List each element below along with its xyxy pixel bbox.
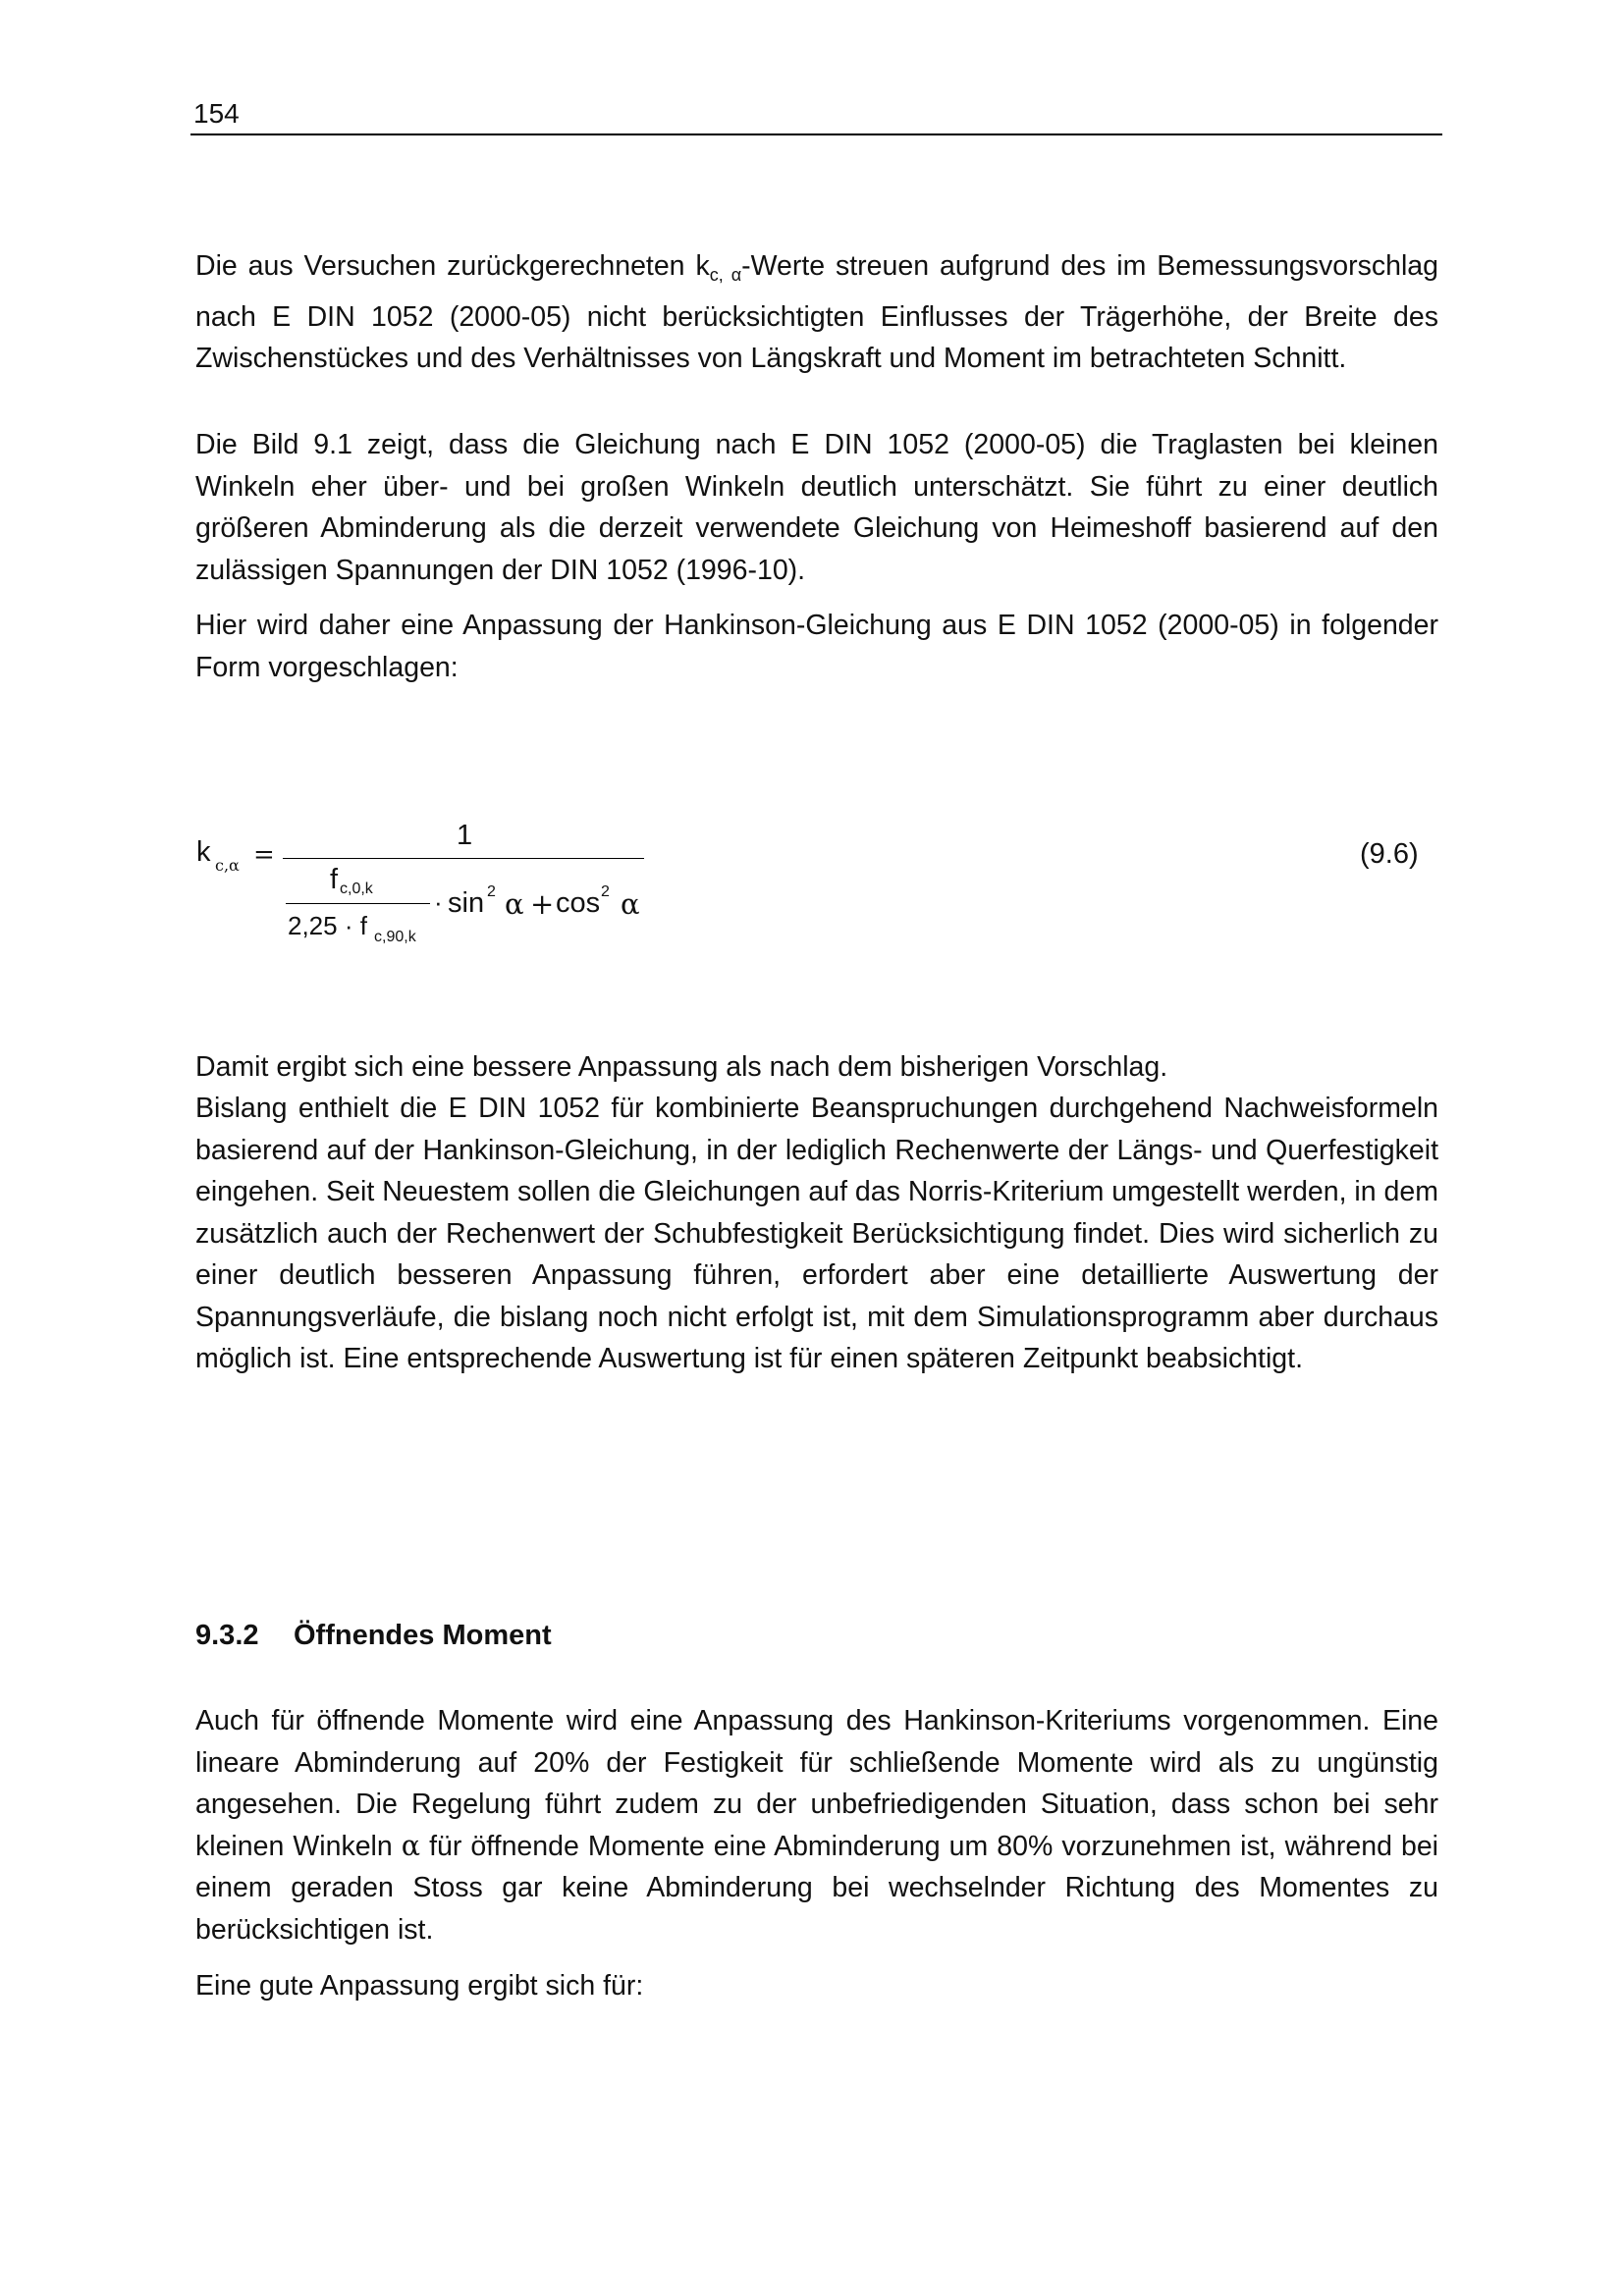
main-fraction-bar <box>283 858 644 859</box>
equation-number: (9.6) <box>1360 838 1419 870</box>
paragraph-6 <box>195 1700 1438 1950</box>
equation-9-6 <box>196 815 1443 962</box>
paragraph-5: Bislang enthielt die E DIN 1052 für kombinierte Beanspruchungen durchgehend Nachweisformeln basierend auf der Hankinson-Gleichung, in der lediglich Rechenwerte der Längs- und Querfestigkeit eingehen. Seit Neuestem sollen die Gleichungen auf das Norris-Kriterium umgestellt werden, in dem zusätzlich auch der Rechenwert der Schubfestigkeit Berücksichtigung findet. Dies wird sicherlich zu einer deutlich besseren Anpassung führen, erfordert aber eine detaillierte Auswertung der Spannungsverläufe, die bislang noch nicht erfolgt ist, mit dem Simulationsprogramm aber durchaus möglich ist. Eine entsprechende Auswertung ist für einen späteren Zeitpunkt beabsichtigt. <box>195 1093 1438 1374</box>
p1-text-a: Die aus Versuchen zurückgerechneten k <box>195 250 710 282</box>
sin-exponent: 2 <box>487 883 496 900</box>
inner-numerator-f: f <box>330 864 339 895</box>
k-c-alpha-subscript <box>710 265 741 285</box>
section-heading <box>195 1620 552 1652</box>
section-title: Öffnendes Moment <box>294 1620 552 1651</box>
section-number: 9.3.2 <box>195 1620 259 1651</box>
lhs-subscript: c,α <box>215 856 240 875</box>
numerator-one: 1 <box>457 820 473 851</box>
inner-fraction-bar <box>286 903 430 904</box>
plus-sign: + <box>530 887 555 921</box>
p6-text-a: Auch für öffnende Momente wird eine Anpassung des Hankinson-Kriteriums vorgenommen. Eine lineare Abminderung auf 20% der Festigkeit für schließende Momente wird als zu ungünstig angesehen. Die Regelung führt zudem zu der unbefriedigenden Situation, dass schon bei sehr kleinen Winkeln <box>195 1705 1438 1862</box>
header-rule <box>190 133 1442 135</box>
lhs-k: k <box>196 836 211 868</box>
multiplication-dot: · <box>434 887 443 917</box>
p6-alpha: α <box>401 1829 421 1862</box>
inner-denominator-subscript: c,90,k <box>374 929 416 945</box>
paragraph-2: Die Bild 9.1 zeigt, dass die Gleichung nach E DIN 1052 (2000-05) die Traglasten bei kleinen Winkeln eher über- und bei großen Winkeln deutlich unterschätzt. Sie führt zu einer deutlich größeren Abminderung als die derzeit verwendete Gleichung von Heimeshoff basierend auf den zulässigen Spannungen der DIN 1052 (1996-10). <box>195 429 1438 586</box>
equals-sign: = <box>253 840 275 870</box>
p6-text-b: für öffnende Momente eine Abminderung um 80% vorzunehmen ist, während bei einem geraden Stoss gar keine Abminderung bei wechselnder Richtung des Momentes zu berücksichtigen ist. <box>195 1830 1438 1946</box>
alpha-2: α <box>621 887 640 921</box>
cos-exponent: 2 <box>601 883 610 900</box>
cos-function: cos <box>556 887 601 919</box>
alpha-1: α <box>505 887 524 921</box>
p1-text-b: -Werte streuen aufgrund des im Bemessungsvorschlag nach E DIN 1052 (2000-05) nicht berücksichtigten Einflusses der Trägerhöhe, der Breite des Zwischenstückes und des Verhältnisses von Längskraft und Moment im betrachteten Schnitt. <box>195 250 1438 374</box>
sin-function: sin <box>448 887 485 919</box>
page-number: 154 <box>193 98 240 129</box>
paragraph-1 <box>195 245 1438 380</box>
paragraph-3: Hier wird daher eine Anpassung der Hankinson-Gleichung aus E DIN 1052 (2000-05) in folgender Form vorgeschlagen: <box>195 610 1438 683</box>
inner-numerator-subscript: c,0,k <box>340 881 373 897</box>
p1-subscript: c, α <box>709 265 742 285</box>
paragraph-4: Damit ergibt sich eine bessere Anpassung als nach dem bisherigen Vorschlag. <box>195 1051 1168 1083</box>
inner-denominator: 2,25 · f <box>288 911 367 940</box>
paragraph-7: Eine gute Anpassung ergibt sich für: <box>195 1970 644 2002</box>
